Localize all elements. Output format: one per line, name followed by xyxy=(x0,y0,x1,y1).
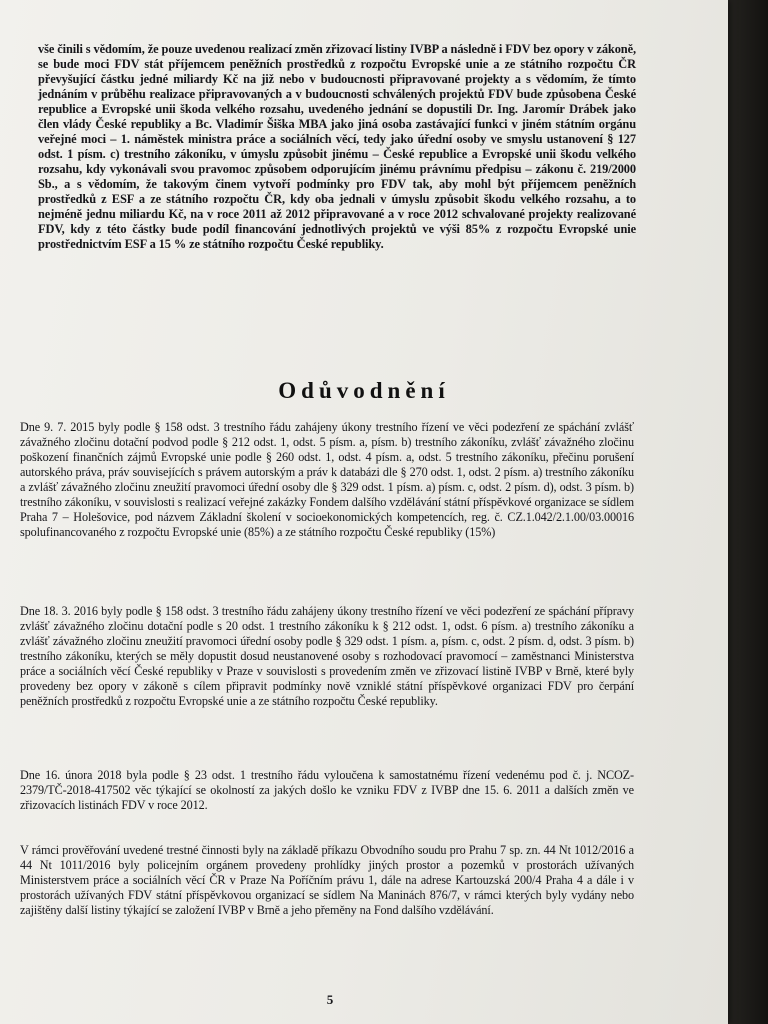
page-number: 5 xyxy=(326,992,334,1007)
intro-paragraph: vše činili s vědomím, že pouze uvedenou realizací změn zřizovací listiny IVBP a následně i FDV bez opory v zákoně, se bude moci FDV stát příjemcem peněžních prostředků z rozpočtu Evropské unie a ze státního rozpočtu ČR převyšující částku jedné miliardy Kč na již nebo v budoucnosti připravované projekty a s vědomím, že tímto jednáním v průběhu realizace připravovaných a v budoucnosti schválených projektů FDV bude způsobena České republice a Evropské unii škoda velkého rozsahu, uvedeného jednání se dopustili Dr. Ing. Jaromír Drábek jako člen vlády České republiky a Bc. Vladimír Šiška MBA jako jiná osoba zastávající funkci v jiném státním orgánu veřejné moci – 1. náměstek ministra práce a sociálních věcí, tedy jako úřední osoby ve smyslu ustanovení § 127 odst. 1 písm. c) trestního zákoníku, v úmyslu způsobit jinému – České republice a Evropské unii škodu velkého rozsahu, kdy vykonávali svou pravomoc způsobem odporujícím jinému právnímu předpisu – zákonu č. 219/2000 Sb., a s vědomím, že takovým činem vytvoří podmínky pro FDV tak, aby mohl být příjemcem peněžních prostředků z ESF a ze státního rozpočtu ČR, kdy oba jednali v úmyslu způsobit škodu velkého rozsahu, a to nejméně jednu miliardu Kč, na v roce 2011 až 2012 připravované a v roce 2012 schvalované projekty realizované FDV, kdy z této částky bude podíl financování jednotlivých projektů ve výši 85% z rozpočtu Evropské unie prostřednictvím ESF a 15 % ze státního rozpočtu České republiky. xyxy=(38,42,636,251)
section-heading: Odůvodnění xyxy=(278,378,450,403)
body-paragraph: Dne 18. 3. 2016 byly podle § 158 odst. 3 trestního řádu zahájeny úkony trestního řízení ve věci podezření ze spáchání přípravy zvlášť závažného zločinu dotační podle s 20 odst. 1 trestního zákoníku k § 212 odst. 1, odst. 6 písm. a) trestního zákoníku a zvlášť závažného zločinu zneužití pravomoci úřední osoby podle § 329 odst. 1 písm. a, písm. c, odst. 2 písm. d, odst. 3 písm. b) trestního zákoníku, kterých se měly dopustit dosud neustanovené osoby s rozhodovací pravomocí – zaměstnanci Ministerstva práce a sociálních věcí České republiky v Praze v souvislosti s provedením změn ve zřizovací listině IVBP v Brně, které byly provedeny bez opory v zákoně s cílem připravit podmínky nově vzniklé státní příspěvkové organizaci FDV pro čerpání peněžních prostředků z rozpočtu Evropské unie a ze státního rozpočtu České republiky. xyxy=(20,604,634,708)
body-paragraph: V rámci prověřování uvedené trestné činnosti byly na základě příkazu Obvodního soudu pro Prahu 7 sp. zn. 44 Nt 1012/2016 a 44 Nt 1011/2016 byly policejním orgánem provedeny prohlídky jiných prostor a pozemků v prostorách užívaných Ministerstvem práce a sociálních věcí ČR v Praze Na Poříčním právu 1, dále na adrese Kartouzská 200/4 Praha 4 a dále i v prostorách užívaných FDV státní příspěvkovou organizací se sídlem Na Maninách 876/7, v rámci kterých byly vydány nebo zajištěny další listiny týkající se založení IVBP v Brně a jeho přeměny na Fond dalšího vzdělávání. xyxy=(20,843,634,917)
body-paragraph: Dne 9. 7. 2015 byly podle § 158 odst. 3 trestního řádu zahájeny úkony trestního řízení ve věci podezření ze spáchání zvlášť závažného zločinu dotační podvod podle § 212 odst. 1, odst. 5 písm. a, písm. b) trestního zákoníku, zvlášť závažného zločinu poškození finančních zájmů Evropské unie podle § 260 odst. 1, odst. 4 písm. a, odst. 5 trestního zákoníku, přečinu porušení autorského práva, práv souvisejících s právem autorským a práv k databázi dle § 270 odst. 1, odst. 2 písm. a) trestního zákoníku a zvlášť závažného zločinu zneužití pravomoci úřední osoby dle § 329 odst. 1 písm. a) písm. c, odst. 2 písm. d), odst. 3 písm. b) trestního zákoníku, v souvislosti s realizací veřejné zakázky Fondem dalšího vzdělávání státní příspěvkové organizace se sídlem Praha 7 – Holešovice, pod názvem Základní školení v socioekonomických kompetencích, reg. č. CZ.1.042/2.1.00/03.00016 spolufinancovaného z rozpočtu Evropské unie (85%) a ze státního rozpočtu České republiky (15%) xyxy=(20,420,634,539)
body-paragraph: Dne 16. února 2018 byla podle § 23 odst. 1 trestního řádu vyloučena k samostatnému řízení vedenému pod č. j. NCOZ- 2379/TČ-2018-417502 věc týkající se okolností za jakých došlo ke vzniku FDV z IVBP dne 15. 6. 2011 a dalších změn ve zřizovacích listinách FDV v roce 2012. xyxy=(20,768,634,812)
